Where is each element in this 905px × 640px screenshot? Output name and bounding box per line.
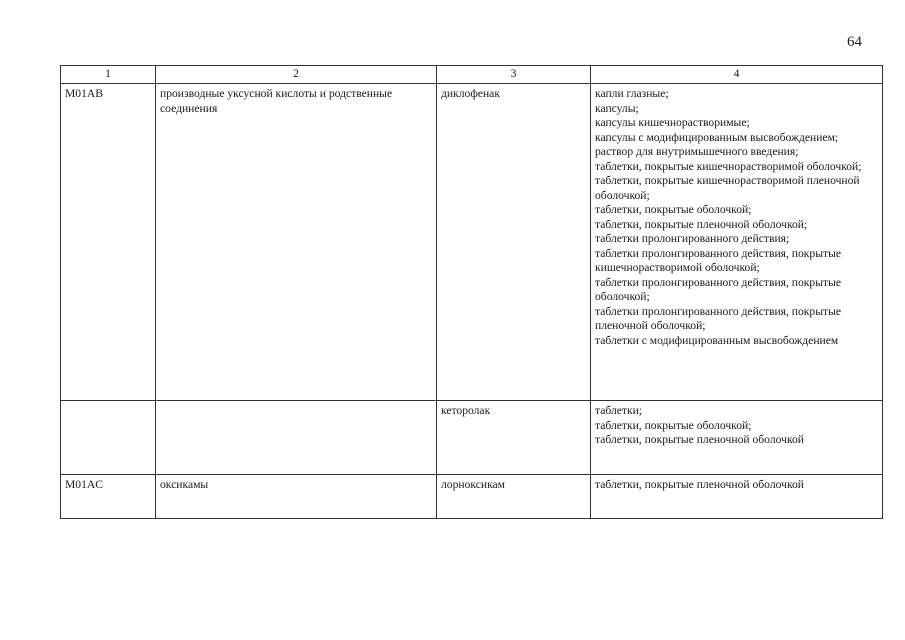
dosage-form-item: таблетки с модифицированным высвобождением — [595, 333, 839, 347]
dosage-form-item: капли глазные; — [595, 87, 669, 100]
dosage-forms-cell — [591, 401, 883, 475]
table-row — [61, 84, 883, 401]
dosage-form-item: раствор для внутримышечного введения; — [595, 145, 799, 158]
atc-code-cell: M01AC — [61, 475, 156, 519]
dosage-form-item: таблетки, покрытые оболочкой; — [595, 203, 752, 216]
dosage-form-item: капсулы кишечнорастворимые; — [595, 116, 750, 129]
table-row — [61, 401, 883, 475]
page-number: 64 — [847, 34, 862, 50]
dosage-forms-cell — [591, 475, 883, 519]
drug-name-cell: лорноксикам — [437, 475, 591, 519]
dosage-form-item: таблетки, покрытые кишечнорастворимой пленочной оболочкой; — [595, 174, 860, 202]
dosage-form-item: таблетки, покрытые пленочной оболочкой — [595, 478, 804, 491]
dosage-form-item: капсулы; — [595, 101, 639, 115]
dosage-form-item: таблетки, покрытые кишечнорастворимой оболочкой; — [595, 159, 862, 173]
dosage-form-item: таблетки пролонгированного действия, покрытые оболочкой; — [595, 275, 842, 303]
column-header-2: 2 — [156, 66, 437, 84]
drug-name-cell: кеторолак — [437, 401, 591, 475]
drug-group-cell — [156, 401, 437, 475]
dosage-form-item: таблетки пролонгированного действия, покрытые пленочной оболочкой; — [595, 304, 842, 332]
atc-code-cell: M01AB — [61, 84, 156, 401]
column-header-1: 1 — [61, 66, 156, 84]
table-header-row — [61, 66, 883, 84]
drug-group-cell: оксикамы — [156, 475, 437, 519]
column-header-4: 4 — [591, 66, 883, 84]
drug-name-cell: диклофенак — [437, 84, 591, 401]
dosage-form-item: таблетки, покрытые пленочной оболочкой; — [595, 217, 808, 231]
dosage-form-item: таблетки; — [595, 404, 643, 417]
drug-table — [60, 65, 883, 519]
dosage-form-item: таблетки пролонгированного действия, покрытые кишечнорастворимой оболочкой; — [595, 246, 842, 274]
dosage-form-item: таблетки, покрытые оболочкой; — [595, 418, 752, 432]
atc-code-cell — [61, 401, 156, 475]
drug-group-cell: производные уксусной кислоты и родственные соединения — [156, 84, 437, 401]
table-row — [61, 475, 883, 519]
dosage-form-item: капсулы с модифицированным высвобождением; — [595, 130, 839, 144]
dosage-form-item: таблетки, покрытые пленочной оболочкой — [595, 433, 804, 446]
dosage-forms-cell — [591, 84, 883, 401]
column-header-3: 3 — [437, 66, 591, 84]
dosage-form-item: таблетки пролонгированного действия; — [595, 232, 790, 245]
